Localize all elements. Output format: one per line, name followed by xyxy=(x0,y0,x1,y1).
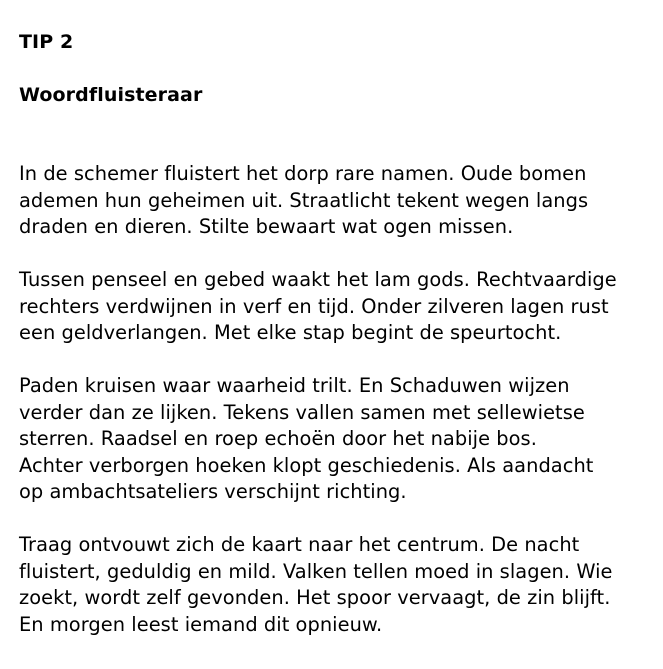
text-line: zoekt, wordt zelf gevonden. Het spoor vervaagt, de zin blijft. xyxy=(19,586,611,609)
text-line: Traag ontvouwt zich de kaart naar het centrum. De nacht xyxy=(19,533,580,556)
tip-label: TIP 2 xyxy=(19,31,74,53)
text-line: En morgen leest iemand dit opnieuw. xyxy=(19,612,383,636)
text-line: Tussen penseel en gebed waakt het lam gods. Rechtvaardige xyxy=(19,268,617,291)
document-body xyxy=(19,161,649,638)
text-line: rechters verdwijnen in verf en tijd. Onder zilveren lagen rust xyxy=(19,294,609,318)
text-line: fluistert, geduldig en mild. Valken tellen moed in slagen. Wie xyxy=(19,559,613,583)
document-title: Woordfluisteraar xyxy=(19,84,203,106)
text-line: verder dan ze lijken. Tekens vallen samen met sellewietse xyxy=(19,400,585,424)
text-line: Paden kruisen waar waarheid trilt. En Schaduwen wijzen xyxy=(19,374,570,397)
text-line: draden en dieren. Stilte bewaart wat ogen missen. xyxy=(19,215,514,238)
paragraph xyxy=(19,161,649,241)
text-line: In de schemer fluistert het dorp rare namen. Oude bomen xyxy=(19,162,587,185)
text-line: Achter verborgen hoeken klopt geschiedenis. Als aandacht xyxy=(19,453,594,477)
text-line: sterren. Raadsel en roep echoën door het nabije bos. xyxy=(19,427,537,450)
paragraph xyxy=(19,373,649,506)
paragraph xyxy=(19,267,649,347)
document-page xyxy=(19,29,649,665)
paragraph xyxy=(19,532,649,638)
text-line: een geldverlangen. Met elke stap begint de speurtocht. xyxy=(19,321,562,344)
text-line: op ambachtsateliers verschijnt richting. xyxy=(19,480,407,503)
text-line: ademen hun geheimen uit. Straatlicht tekent wegen langs xyxy=(19,188,589,212)
